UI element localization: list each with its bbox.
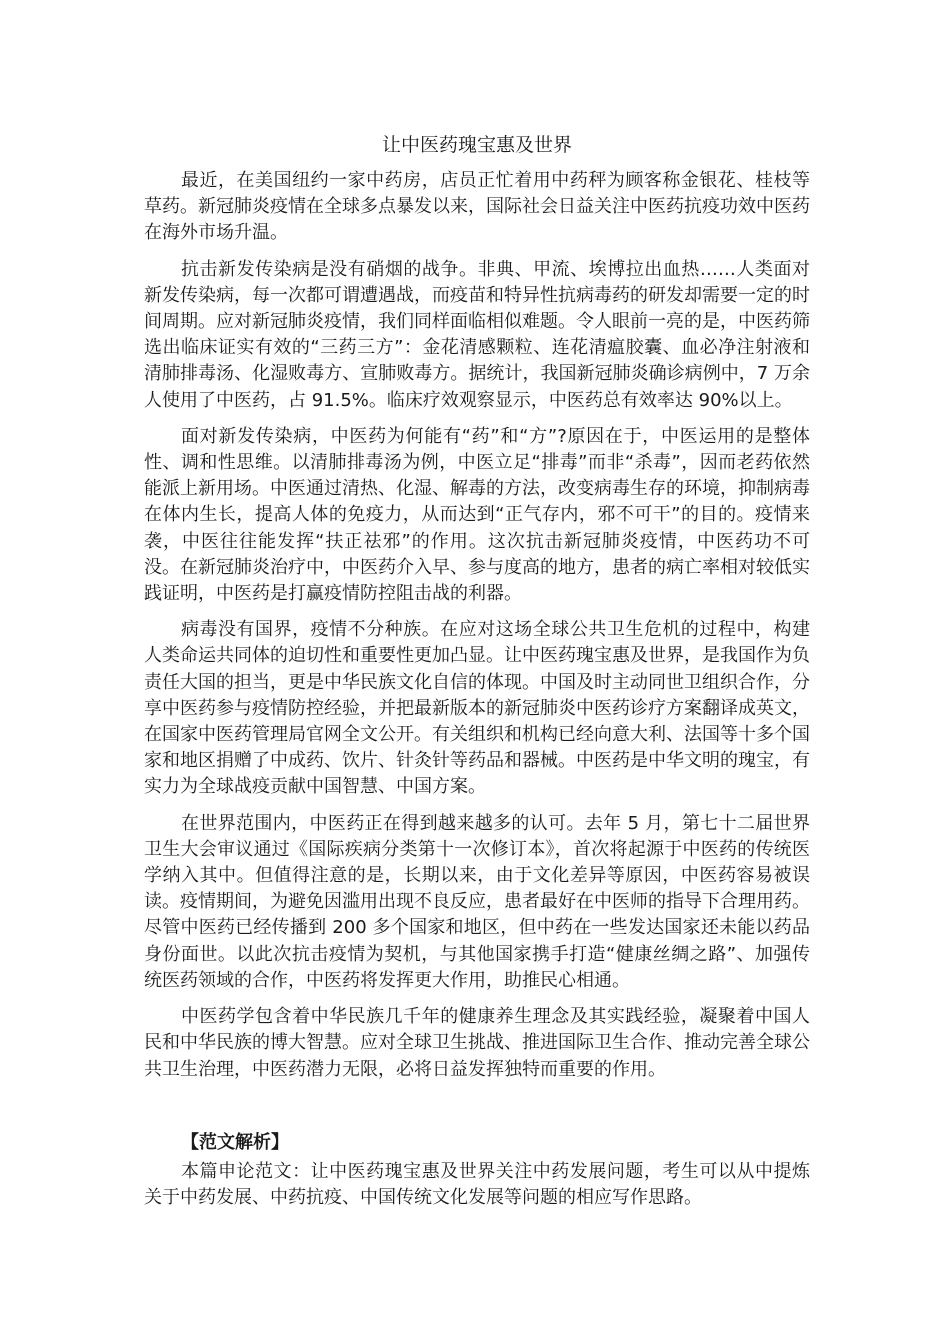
article-paragraph-2: 抗击新发传染病是没有硝烟的战争。非典、甲流、埃博拉出血热……人类面对新发传染病，每一次都可谓遭遇战，而疫苗和特异性抗病毒药的研发却需要一定的时间周期。应对新冠肺炎疫情，我们同样面临相似难题。令人眼前一亮的是，中医药筛选出临床证实有效的“三药三方”：金花清感颗粒、连花清瘟胶囊、血必净注射液和清肺排毒汤、化湿败毒方、宣肺败毒方。据统计，我国新冠肺炎确诊病例中，7 万余人使用了中医药，占 91.5%。临床疗效观察显示，中医药总有效率达 90%以上。 [144,258,810,411]
article-paragraph-3: 面对新发传染病，中医药为何能有“药”和“方”?原因在于，中医运用的是整体性、调和性思维。以清肺排毒汤为例，中医立足“排毒”而非“杀毒”，因而老药依然能派上新用场。中医通过清热、化湿、解毒的方法，改变病毒生存的环境，抑制病毒在体内生长，提高人体的免疫力，从而达到“正气存内，邪不可干”的目的。疫情来袭，中医往往能发挥“扶正祛邪”的作用。这次抗击新冠肺炎疫情，中医药功不可没。在新冠肺炎治疗中，中医药介入早、参与度高的地方，患者的病亡率相对较低实践证明，中医药是打赢疫情防控阻击战的利器。 [144,425,810,605]
document-page [144,130,810,1221]
analysis-heading: 【范文解析】 [181,1131,289,1153]
analysis-text: 本篇申论范文：让中医药瑰宝惠及世界关注中药发展问题，考生可以从中提炼关于中药发展、中药抗疫、中国传统文化发展等问题的相应写作思路。 [144,1160,810,1208]
article-paragraph-1: 最近，在美国纽约一家中药房，店员正忙着用中药秤为顾客称金银花、桂枝等草药。新冠肺炎疫情在全球多点暴发以来，国际社会日益关注中医药抗疫功效中医药在海外市场升温。 [144,170,810,244]
article-paragraph-5: 在世界范围内，中医药正在得到越来越多的认可。去年 5 月，第七十二届世界卫生大会审议通过《国际疾病分类第十一次修订本》，首次将起源于中医药的传统医学纳入其中。但值得注意的是，长期以来，由于文化差异等原因，中医药容易被误读。疫情期间，为避免因滥用出现不良反应，患者最好在中医师的指导下合理用药。尽管中医药已经传播到 200 多个国家和地区，但中药在一些发达国家还未能以药品身份面世。以此次抗击疫情为契机，与其他国家携手打造“健康丝绸之路”、加强传统医药领域的合作，中医药将发挥更大作用，助推民心相通。 [144,812,810,991]
article-paragraph-6: 中医药学包含着中华民族几千年的健康养生理念及其实践经验，凝聚着中国人民和中华民族的博大智慧。应对全球卫生挑战、推进国际卫生合作、推动完善全球公共卫生治理，中医药潜力无限，必将日益发挥独特而重要的作用。 [144,1006,810,1080]
article-paragraph-4: 病毒没有国界，疫情不分种族。在应对这场全球公共卫生危机的过程中，构建人类命运共同体的迫切性和重要性更加凸显。让中医药瑰宝惠及世界，是我国作为负责任大国的担当，更是中华民族文化自信的体现。中国及时主动同世卫组织合作，分享中医药参与疫情防控经验，并把最新版本的新冠肺炎中医药诊疗方案翻译成英文，在国家中医药管理局官网全文公开。有关组织和机构已经向意大利、法国等十多个国家和地区捐赠了中成药、饮片、针灸针等药品和器械。中医药是中华文明的瑰宝，有实力为全球战疫贡献中国智慧、中国方案。 [144,619,810,798]
article-title: 让中医药瑰宝惠及世界 [381,134,572,156]
